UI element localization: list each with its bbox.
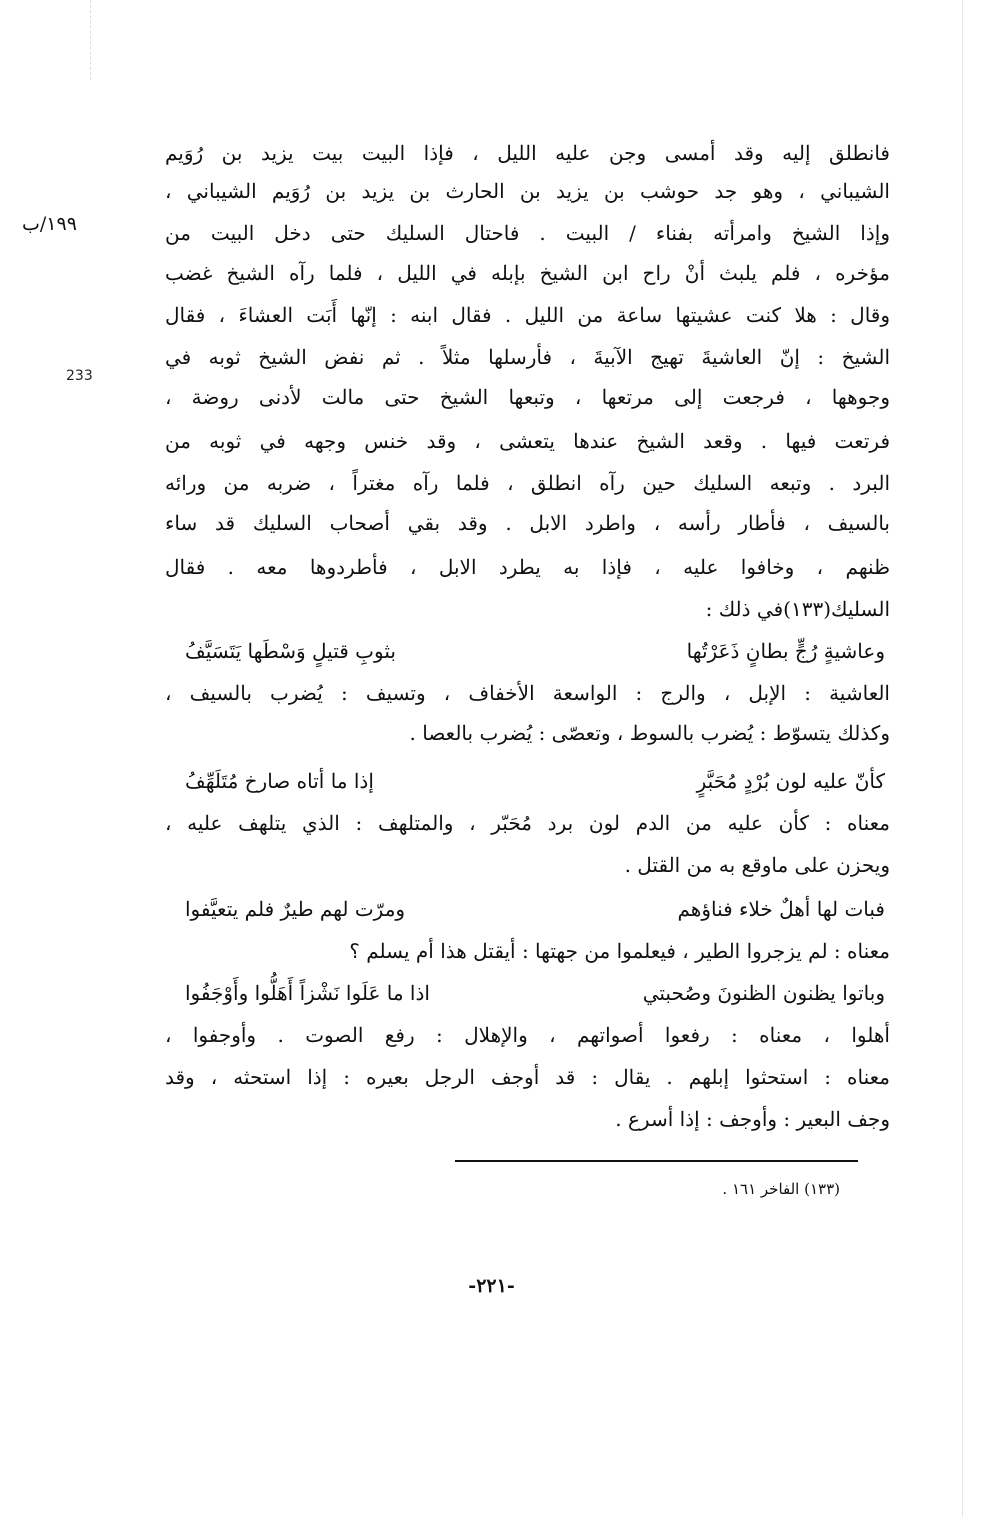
gloss-2-line-1: معناه : كأن عليه من الدم لون برد مُحَبّر ، والمتلهف : الذي يتلهف عليه ،: [165, 811, 890, 835]
verse-1-first-hemistich: وعاشيةٍ رُجٍّ بطانٍ ذَعَرْتُها: [686, 639, 885, 663]
body-line-9: البرد . وتبعه السليك حين رآه انطلق ، فلما رآه مغتراً ، ضربه من ورائه: [165, 471, 890, 495]
body-line-1: فانطلق إليه وقد أمسى وجن عليه الليل ، فإذا البيت بيت يزيد بن رُوَيم: [165, 141, 890, 165]
gloss-4-line-3: وجف البعير : وأوجف : إذا أسرع .: [615, 1107, 890, 1131]
body-line-3: وإذا الشيخ وامرأته بفناء / البيت . فاحتال السليك حتى دخل البيت من: [165, 221, 890, 245]
body-line-8: فرتعت فيها . وقعد الشيخ عندها يتعشى ، وقد خنس وجهه في ثوبه من: [165, 429, 890, 453]
verse-1-second-hemistich: بثوبِ قتيلٍ وَسْطَها يَتَسَيَّفُ: [185, 639, 396, 663]
margin-page-ref: 233: [66, 368, 93, 384]
footnote-separator: [455, 1160, 858, 1162]
verse-3-first-hemistich: فبات لها أهلٌ خلاء فناؤهم: [677, 897, 885, 921]
body-line-7: وجوهها ، فرجعت إلى مرتعها ، وتبعها الشيخ حتى مالت لأدنى روضة ،: [165, 385, 890, 409]
body-line-10: بالسيف ، فأطار رأسه ، واطرد الابل . وقد بقي أصحاب السليك قد ساء: [165, 511, 890, 535]
gloss-1-line-1: العاشية : الإبل ، والرج : الواسعة الأخفاف ، وتسيف : يُضرب بالسيف ،: [165, 681, 890, 705]
verse-2-first-hemistich: كأنّ عليه لون بُرْدٍ مُحَبَّرٍ: [696, 769, 885, 793]
scan-edge-mark: [90, 0, 92, 80]
body-line-11: ظنهم ، وخافوا عليه ، فإذا به يطرد الابل ، فأطردوها معه . فقال: [165, 555, 890, 579]
gloss-4-line-1: أهلوا ، معناه : رفعوا أصواتهم ، والإهلال : رفع الصوت . وأوجفوا ،: [165, 1023, 890, 1047]
gloss-4-line-2: معناه : استحثوا إبلهم . يقال : قد أوجف الرجل بعيره : إذا استحثه ، وقد: [165, 1065, 890, 1089]
page-number: -٢٢١-: [468, 1275, 515, 1297]
body-line-12: السليك(١٣٣)في ذلك :: [705, 597, 890, 621]
body-line-6: الشيخ : إنّ العاشيةَ تهيج الآبيةَ ، فأرسلها مثلاً . ثم نفض الشيخ ثوبه في: [165, 345, 890, 369]
gloss-3-line-1: معناه : لم يزجروا الطير ، فيعلموا من جهتها : أيقتل هذا أم يسلم ؟: [349, 939, 890, 963]
margin-folio: ١٩٩/ب: [22, 213, 77, 235]
footnote: (١٣٣) الفاخر ١٦١ .: [722, 1180, 840, 1198]
verse-3-second-hemistich: ومرّت لهم طيرٌ فلم يتعيَّفوا: [185, 897, 406, 921]
verse-4-first-hemistich: وباتوا يظنون الظنونَ وصُحبتي: [642, 981, 885, 1005]
verse-4-second-hemistich: اذا ما عَلَوا نَشْزاً أَهَلُّوا وأَوْجَفُوا: [185, 981, 430, 1005]
body-line-4: مؤخره ، فلم يلبث أنْ راح ابن الشيخ بإبله في الليل ، فلما رآه الشيخ غضب: [165, 261, 890, 285]
gloss-2-line-2: ويحزن على ماوقع به من القتل .: [624, 853, 890, 877]
body-line-2: الشيباني ، وهو جد حوشب بن يزيد بن الحارث بن يزيد بن رُوَيم الشيباني ،: [165, 179, 890, 203]
body-line-5: وقال : هلا كنت عشيتها ساعة من الليل . فقال ابنه : إنّها أَبَت العشاءَ ، فقال: [165, 303, 890, 327]
verse-2-second-hemistich: إذا ما أتاه صارخ مُتَلَهِّفُ: [185, 769, 374, 793]
gloss-1-line-2: وكذلك يتسوّط : يُضرب بالسوط ، وتعصّى : يُضرب بالعصا .: [409, 721, 890, 745]
